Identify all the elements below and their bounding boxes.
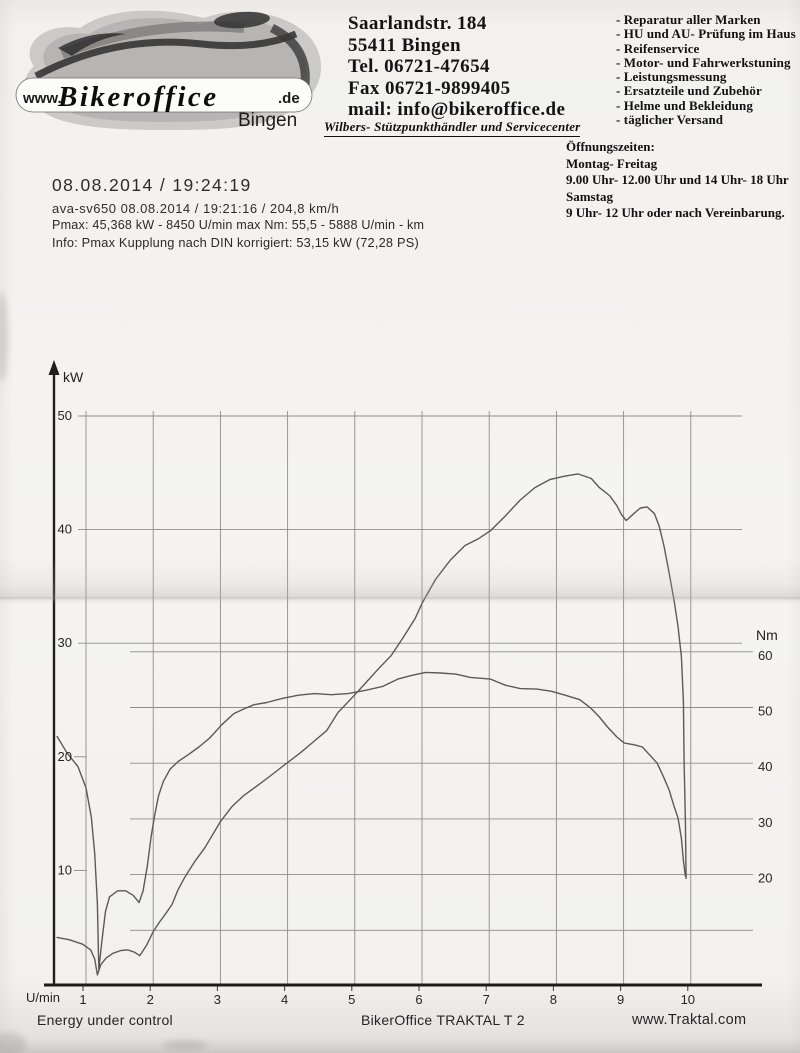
kw-tick-label: 40	[57, 521, 72, 537]
kw-tick-label: 20	[57, 748, 72, 764]
address-line: mail: info@bikeroffice.de	[348, 99, 566, 120]
kw-tick-label: 50	[57, 408, 72, 423]
address-line: Saarlandstr. 184	[348, 13, 487, 34]
x-tick-label: 1	[79, 992, 87, 1007]
logo-www: www.	[23, 90, 62, 107]
x-tick-label: 4	[280, 992, 289, 1007]
measurement-stats-line: Pmax: 45,368 kW - 8450 U/min max Nm: 55,5 - 5888 U/min - km	[52, 218, 425, 232]
x-tick-label: 8	[549, 992, 558, 1007]
footer-software: BikerOffice TRAKTAL T 2	[361, 1012, 525, 1028]
opening-hours-title: Öffnungszeiten:	[566, 139, 655, 154]
kw-tick-label: 30	[57, 635, 72, 651]
measurement-run-line: ava-sv650 08.08.2014 / 19:21:16 / 204,8 km/h	[52, 201, 340, 216]
paper-crease-line	[0, 597, 800, 599]
service-item: - HU und AU- Prüfung im Haus	[616, 26, 796, 42]
address-line: Tel. 06721-47654	[348, 56, 490, 77]
service-item: - Helme und Bekleidung	[616, 97, 753, 113]
scan-smudge	[162, 1040, 208, 1050]
dealer-tagline: Wilbers- Stützpunkthändler und Servicecenter	[324, 119, 580, 137]
service-item: - Ersatzteile und Zubehör	[616, 83, 762, 99]
x-tick-label: 7	[482, 992, 490, 1007]
x-tick-label: 10	[680, 992, 696, 1007]
logo-tld: .de	[278, 90, 300, 107]
torque-Nm-curve	[57, 672, 685, 969]
x-tick-label: 6	[415, 992, 423, 1007]
opening-hours-line: Samstag	[566, 188, 613, 204]
nm-tick-label: 60	[758, 647, 773, 663]
x-tick-label: 9	[616, 992, 625, 1007]
power-kW-curve	[57, 474, 686, 975]
opening-hours-line: Montag- Freitag	[566, 155, 658, 171]
footer-url: www.Traktal.com	[632, 1012, 747, 1028]
left-axis-unit: kW	[63, 369, 84, 385]
chart-grid	[74, 411, 753, 985]
chart-curves	[57, 474, 686, 975]
opening-hours-line: 9 Uhr- 12 Uhr oder nach Vereinbarung.	[566, 205, 785, 221]
logo-city: Bingen	[238, 110, 298, 131]
service-item: - täglicher Versand	[616, 112, 724, 128]
x-tick-label: 5	[348, 992, 356, 1007]
service-item: - Reparatur aller Marken	[616, 12, 761, 27]
nm-tick-label: 20	[758, 870, 773, 886]
nm-tick-label: 30	[758, 814, 773, 830]
service-item: - Leistungsmessung	[616, 69, 727, 85]
service-item: - Reifenservice	[616, 40, 700, 56]
logo-name: Bikeroffice	[58, 81, 219, 113]
address-line: Fax 06721-9899405	[348, 77, 511, 99]
y-axis-arrowhead	[49, 360, 60, 375]
x-tick-label: 2	[146, 992, 154, 1007]
right-axis-unit: Nm	[756, 627, 778, 643]
service-item: - Motor- und Fahrwerkstuning	[616, 54, 791, 70]
x-tick-label: 3	[213, 992, 222, 1007]
nm-tick-label: 50	[758, 703, 773, 719]
address-line: 55411 Bingen	[348, 34, 462, 56]
opening-hours-line: 9.00 Uhr- 12.00 Uhr und 14 Uhr- 18 Uhr	[566, 172, 789, 188]
measurement-datetime: 08.08.2014 / 19:24:19	[52, 175, 252, 195]
footer-slogan: Energy under control	[37, 1012, 173, 1028]
kw-tick-label: 10	[57, 862, 72, 878]
x-axis-unit: U/min	[26, 990, 60, 1005]
nm-tick-label: 40	[758, 759, 773, 775]
measurement-info-line: Info: Pmax Kupplung nach DIN korrigiert: 53,15 kW (72,28 PS)	[52, 235, 419, 250]
